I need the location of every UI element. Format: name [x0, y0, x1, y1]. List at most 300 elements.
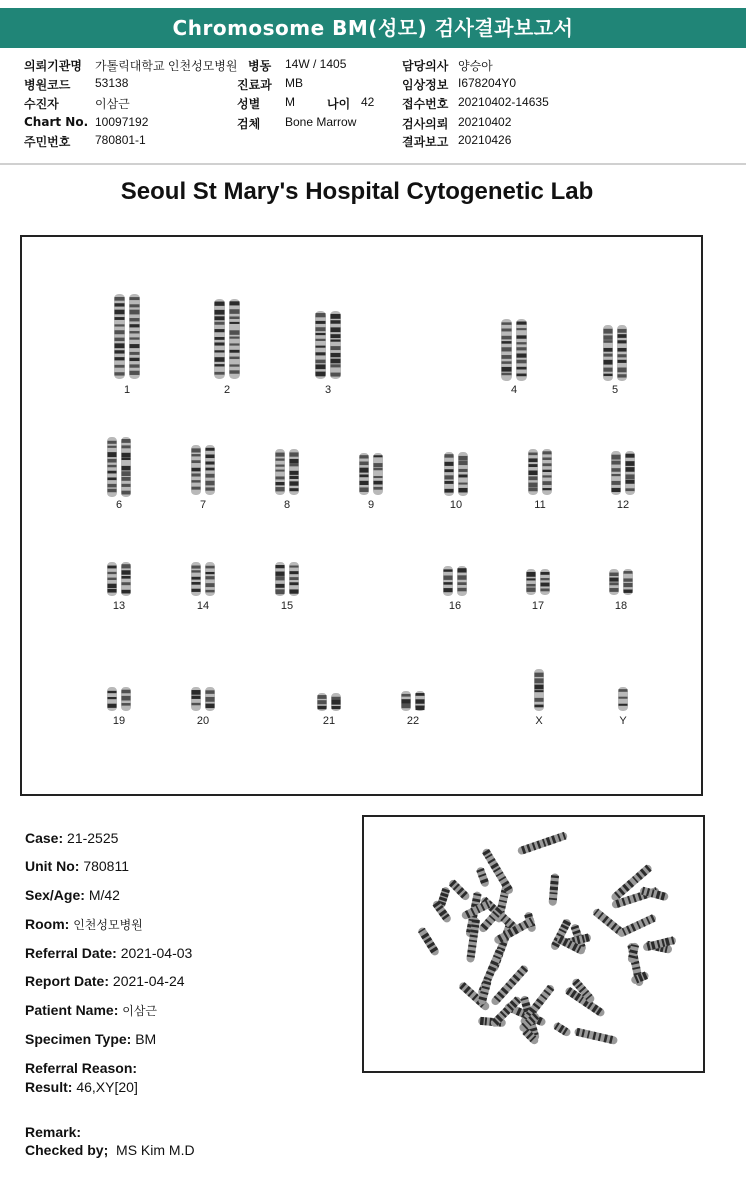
chromosome-label-13: 13 — [112, 600, 126, 612]
chromatid-1-1 — [114, 294, 125, 379]
chromatid-11-1 — [528, 449, 538, 495]
chromosome-band — [610, 582, 619, 585]
chromosome-label-2: 2 — [223, 384, 231, 396]
chromosome-band — [115, 324, 125, 326]
chromatid-4-1 — [501, 319, 512, 381]
chromosome-band — [215, 337, 225, 340]
chromosome-band — [108, 477, 117, 480]
chromosome-label-22: 22 — [406, 715, 420, 727]
metaphase-chromosome — [548, 873, 559, 906]
chromosome-pair-12 — [609, 449, 637, 497]
chromosome-band — [626, 467, 635, 472]
chromosome-band — [115, 338, 125, 341]
chart-no-value: 10097192 — [95, 115, 149, 129]
chromosome-band — [459, 469, 468, 472]
chromosome-band — [192, 473, 201, 476]
chromosome-band — [543, 488, 552, 490]
chromosome-band — [527, 588, 536, 592]
chromosome-label-X: X — [535, 715, 543, 727]
chromosome-band — [290, 459, 299, 463]
chromosome-band — [215, 316, 225, 320]
metaphase-band — [480, 1017, 484, 1025]
chromosome-pair-19 — [105, 685, 133, 713]
chromatid-6-1 — [107, 437, 117, 497]
chromosome-label-14: 14 — [196, 600, 210, 612]
resident-id-value: 780801-1 — [95, 133, 146, 147]
chromosome-band — [316, 321, 326, 324]
chromosome-band — [331, 353, 341, 357]
chromosome-pair-10 — [442, 450, 470, 498]
chromatid-4-2 — [516, 319, 527, 381]
chromosome-band — [502, 341, 512, 344]
lab-title: Seoul St Mary's Hospital Cytogenetic Lab — [120, 178, 594, 205]
chromosome-band — [122, 453, 131, 458]
chromatid-18-1 — [609, 569, 619, 595]
metaphase-spread-image — [364, 817, 703, 1071]
chromosome-band — [604, 335, 613, 339]
chromosome-band — [459, 461, 468, 465]
chromosome-pair-7 — [189, 443, 217, 497]
result-report-label: 결과보고 — [402, 135, 449, 149]
chromosome-band — [122, 439, 131, 443]
chromatid-13-1 — [107, 562, 117, 596]
chromosome-band — [331, 359, 341, 364]
chromosome-band — [502, 361, 512, 364]
chromosome-band — [458, 568, 467, 572]
chromosome-band — [108, 471, 117, 474]
chromosome-band — [130, 324, 140, 327]
chromosome-band — [108, 691, 117, 693]
chromosome-band — [130, 310, 140, 315]
chromosome-band — [360, 474, 369, 477]
chromosome-band — [402, 699, 411, 704]
case-row — [25, 830, 118, 846]
chromosome-band — [206, 448, 215, 451]
sexage-row — [25, 887, 120, 903]
department-label: 진료과 — [237, 78, 272, 92]
chromosome-band — [517, 360, 527, 364]
result-row — [25, 1079, 138, 1095]
chromatid-7-2 — [205, 445, 215, 495]
chromatid-10-2 — [458, 452, 468, 496]
chromosome-band — [626, 454, 635, 458]
chromatid-17-1 — [526, 569, 536, 595]
room-value: 인천성모병원 — [73, 918, 143, 932]
chromosome-band — [122, 484, 131, 487]
chromosome-band — [108, 566, 117, 569]
sex-label: 성별 — [237, 97, 261, 111]
chromosome-band — [535, 673, 544, 677]
specimen-value: Bone Marrow — [285, 115, 357, 129]
chromosome-band — [115, 303, 125, 306]
chromosome-band — [122, 491, 131, 495]
sexage-value: M/42 — [88, 887, 120, 903]
chromatid-22-1 — [401, 691, 411, 711]
chromosome-band — [604, 329, 613, 334]
metaphase-chromosome-body — [448, 878, 471, 901]
checked-by-value: MS Kim M.D — [116, 1142, 195, 1158]
chromosome-band — [612, 474, 621, 476]
hospital-code-value: 53138 — [95, 76, 129, 90]
chromosome-band — [331, 320, 341, 323]
chromosome-band — [517, 335, 527, 338]
chromosome-band — [458, 582, 467, 585]
chromatid-5-2 — [617, 325, 627, 381]
specimen-type-value: BM — [135, 1031, 157, 1047]
chromosome-band — [360, 481, 369, 485]
chromosome-band — [290, 571, 299, 574]
metaphase-chromosome — [617, 913, 658, 938]
chromatid-6-2 — [121, 437, 131, 497]
chromosome-band — [374, 481, 383, 485]
chromosome-band — [230, 322, 240, 324]
chromosome-pair-2 — [212, 297, 242, 381]
chromosome-pair-15 — [273, 560, 301, 598]
chromosome-band — [529, 488, 538, 491]
chromosome-band — [360, 455, 369, 458]
chromosome-band — [445, 475, 454, 479]
chromosome-band — [416, 699, 425, 703]
chromatid-body — [617, 325, 627, 381]
chromosome-band — [206, 461, 215, 464]
remark-row — [25, 1124, 81, 1140]
chromosome-band — [618, 334, 627, 338]
chromosome-band — [543, 451, 552, 454]
chromosome-band — [215, 322, 225, 325]
chromatid-19-1 — [107, 687, 117, 711]
chromosome-band — [230, 337, 240, 339]
chromosome-band — [529, 483, 538, 488]
chromosome-band — [517, 342, 527, 344]
chromosome-label-Y: Y — [619, 715, 627, 727]
chromosome-band — [276, 565, 285, 568]
chromosome-band — [122, 570, 131, 574]
chromosome-band — [444, 569, 453, 571]
checked-by-label: Checked by; — [25, 1142, 109, 1158]
chromosome-band — [290, 582, 299, 585]
chromosome-label-7: 7 — [199, 499, 207, 511]
hospital-code-label: 병원코드 — [24, 78, 71, 92]
chromosome-band — [331, 339, 341, 341]
chromosome-band — [290, 488, 299, 491]
chromosome-band — [458, 575, 467, 579]
chromosome-band — [535, 705, 544, 708]
chromosome-band — [610, 573, 619, 576]
chromosome-band — [130, 297, 140, 300]
chromosome-label-3: 3 — [324, 384, 332, 396]
referral-date-value: 2021-04-03 — [120, 945, 193, 961]
chromosome-band — [192, 703, 201, 705]
chromosome-band — [122, 564, 131, 568]
hospital-label: 의뢰기관명 — [24, 59, 82, 73]
chromosome-pair-Y — [616, 685, 630, 713]
chromatid-1-2 — [129, 294, 140, 379]
chromosome-band — [215, 364, 225, 366]
resident-id-label: 주민번호 — [24, 135, 71, 149]
chromosome-band — [276, 458, 285, 460]
sexage-label: Sex/Age: — [25, 887, 85, 903]
chromosome-band — [610, 588, 619, 592]
chromosome-band — [276, 589, 285, 594]
chromosome-band — [445, 489, 454, 493]
chromosome-band — [619, 689, 628, 692]
chromosome-band — [290, 481, 299, 485]
chromosome-band — [535, 685, 544, 690]
chromosome-band — [115, 310, 125, 315]
chromosome-band — [192, 468, 201, 472]
chromosome-band — [459, 488, 468, 492]
chromosome-band — [529, 453, 538, 456]
chromosome-band — [541, 572, 550, 575]
chromosome-band — [610, 578, 619, 582]
chromosome-band — [517, 374, 527, 377]
chromosome-band — [318, 706, 327, 709]
chromatid-21-2 — [331, 693, 341, 711]
chromosome-label-18: 18 — [614, 600, 628, 612]
chromosome-band — [543, 457, 552, 459]
chromosome-band — [215, 310, 225, 315]
chromosome-band — [316, 364, 326, 369]
chromosome-pair-14 — [189, 560, 217, 598]
chromosome-band — [618, 354, 627, 357]
chromosome-pair-13 — [105, 560, 133, 598]
chromosome-band — [276, 482, 285, 485]
chromosome-label-16: 16 — [448, 600, 462, 612]
chromosome-band — [612, 468, 621, 472]
chromosome-band — [459, 456, 468, 461]
chromatid-11-2 — [542, 449, 552, 495]
chromosome-band — [604, 348, 613, 352]
chromosome-band — [624, 589, 633, 592]
chromosome-band — [122, 471, 131, 476]
chromosome-band — [416, 693, 425, 696]
chromosome-band — [316, 346, 326, 348]
patient-name-value: 이삼근 — [122, 1004, 158, 1018]
chromatid-14-1 — [191, 562, 201, 596]
chromosome-band — [618, 374, 627, 377]
chromatid-13-2 — [121, 562, 131, 596]
chromosome-band — [290, 566, 299, 568]
chromosome-band — [331, 334, 341, 338]
chromosome-band — [541, 583, 550, 587]
metaphase-chromosome — [477, 948, 504, 998]
chromosome-band — [115, 372, 125, 375]
chromosome-band — [626, 474, 635, 479]
referral-reason-row — [25, 1060, 137, 1076]
chromosome-band — [318, 695, 327, 699]
chromosome-band — [502, 336, 512, 340]
hospital-value: 가톨릭대학교 인천성모병원 — [95, 59, 238, 73]
chromosome-label-1: 1 — [123, 384, 131, 396]
chromosome-pair-21 — [315, 691, 343, 713]
chromosome-band — [115, 330, 125, 334]
chromosome-band — [374, 455, 383, 457]
chromosome-label-12: 12 — [616, 499, 630, 511]
chromosome-band — [115, 357, 125, 360]
chromosome-band — [618, 329, 627, 333]
chromosome-band — [360, 468, 369, 473]
chromosome-band — [502, 328, 512, 331]
chromosome-band — [192, 577, 201, 580]
doctor-label: 담당의사 — [402, 59, 449, 73]
chromosome-band — [517, 367, 527, 370]
ward-label: 병동 — [248, 59, 272, 73]
chromosome-label-10: 10 — [449, 499, 463, 511]
metaphase-chromosome — [517, 831, 569, 855]
chromosome-pair-6 — [105, 435, 133, 499]
chromosome-band — [517, 322, 527, 325]
chromatid-12-1 — [611, 451, 621, 495]
chromatid-22-2 — [415, 691, 425, 711]
chromosome-band — [612, 481, 621, 485]
chromosome-band — [612, 461, 621, 465]
chromosome-pair-17 — [524, 567, 552, 597]
chromatid-16-2 — [457, 566, 467, 596]
chromosome-band — [331, 346, 341, 350]
chromosome-band — [122, 458, 131, 460]
chromosome-band — [215, 302, 225, 306]
chromosome-band — [290, 471, 299, 475]
chromosome-band — [416, 706, 425, 711]
chromosome-band — [374, 476, 383, 478]
chromosome-band — [316, 313, 326, 317]
chromosome-band — [402, 694, 411, 697]
chromosome-band — [445, 469, 454, 472]
chromosome-band — [206, 454, 215, 458]
chromosome-band — [626, 488, 635, 491]
chromosome-band — [535, 698, 544, 702]
chromosome-band — [230, 316, 240, 319]
chromosome-band — [206, 566, 215, 569]
chromosome-label-15: 15 — [280, 600, 294, 612]
result-label: Result: — [25, 1079, 73, 1095]
unit-label: Unit No: — [25, 858, 80, 874]
chromosome-band — [543, 470, 552, 472]
patient-name-label: Patient Name: — [25, 1002, 119, 1018]
chromosome-band — [331, 327, 341, 332]
chromosome-pair-8 — [273, 447, 301, 497]
chromosome-band — [444, 576, 453, 580]
chromosome-band — [604, 368, 613, 372]
chromosome-band — [332, 700, 341, 705]
chromosome-band — [276, 572, 285, 576]
chromosome-label-17: 17 — [531, 600, 545, 612]
chromosome-band — [604, 354, 613, 357]
metaphase-band — [550, 886, 558, 890]
patient-label: 수진자 — [24, 97, 59, 111]
remark-label: Remark: — [25, 1124, 82, 1140]
chromatid-21-1 — [317, 693, 327, 711]
chromosome-band — [122, 477, 131, 481]
chromosome-band — [604, 360, 613, 365]
chromosome-band — [108, 589, 117, 593]
metaphase-chromosome — [448, 878, 471, 901]
chromosome-pair-5 — [601, 323, 629, 383]
chromosome-band — [276, 584, 285, 588]
chromosome-band — [192, 480, 201, 482]
chromosome-band — [115, 317, 125, 320]
chromosome-band — [331, 364, 341, 367]
chromosome-band — [115, 365, 125, 368]
chromosome-band — [618, 348, 627, 352]
chromosome-band — [192, 487, 201, 490]
chromosome-pair-11 — [526, 447, 554, 497]
chromosome-band — [230, 343, 240, 345]
top-border — [0, 0, 746, 5]
chromosome-band — [444, 582, 453, 585]
chromosome-band — [331, 314, 341, 319]
chromosome-band — [604, 374, 613, 376]
chromosome-band — [502, 322, 512, 325]
chromosome-band — [445, 462, 454, 466]
chromosome-band — [115, 297, 125, 301]
chromosome-band — [108, 459, 117, 463]
chromosome-band — [618, 340, 627, 343]
chromosome-band — [529, 458, 538, 462]
age-label: 나이 — [327, 97, 351, 111]
specimen-type-label: Specimen Type: — [25, 1031, 132, 1047]
chromosome-band — [230, 309, 240, 314]
clinical-info-label: 임상정보 — [402, 78, 449, 92]
chromosome-band — [290, 476, 299, 479]
chromosome-band — [230, 301, 240, 305]
chromatid-2-2 — [229, 299, 240, 379]
chromosome-band — [108, 465, 117, 467]
chromosome-pair-9 — [357, 451, 385, 497]
chromosome-pair-22 — [399, 689, 427, 713]
chromatid-20-1 — [191, 687, 201, 711]
chromosome-band — [130, 371, 140, 375]
unit-row — [25, 858, 129, 874]
chromatid-5-1 — [603, 325, 613, 381]
chromosome-band — [502, 347, 512, 351]
chromosome-band — [316, 333, 326, 335]
chromosome-band — [316, 352, 326, 355]
chromosome-band — [215, 342, 225, 345]
report-info-header — [0, 54, 746, 164]
chromatid-18-2 — [623, 569, 633, 595]
chromosome-band — [215, 350, 225, 352]
result-value: 46,XY[20] — [76, 1079, 138, 1095]
chromosome-band — [108, 578, 117, 580]
chromosome-band — [626, 480, 635, 484]
room-row — [25, 916, 143, 933]
chromosome-label-4: 4 — [510, 384, 518, 396]
chromosome-pair-20 — [189, 685, 217, 713]
chromosome-band — [122, 690, 131, 694]
chromosome-band — [626, 461, 635, 466]
report-date-label: Report Date: — [25, 973, 110, 989]
chromosome-band — [108, 697, 117, 699]
chromosome-band — [122, 466, 131, 471]
chromosome-label-6: 6 — [115, 499, 123, 511]
chromosome-band — [206, 690, 215, 694]
chromosome-band — [192, 582, 201, 585]
chromosome-band — [543, 481, 552, 485]
referral-date-row — [25, 945, 192, 961]
metaphase-chromosome — [552, 1021, 572, 1038]
chromosome-band — [535, 690, 544, 692]
test-request-label: 검사의뢰 — [402, 117, 449, 131]
chromatid-X-1 — [534, 669, 544, 711]
chromosome-band — [517, 353, 527, 357]
doctor-value: 양승아 — [458, 59, 493, 73]
report-banner-title: Chromosome BM(성모) 검사결과보고서 — [0, 8, 746, 48]
chromosome-band — [206, 576, 215, 579]
chromosome-band — [130, 364, 140, 367]
chromosome-band — [445, 481, 454, 484]
chromosome-band — [624, 578, 633, 581]
